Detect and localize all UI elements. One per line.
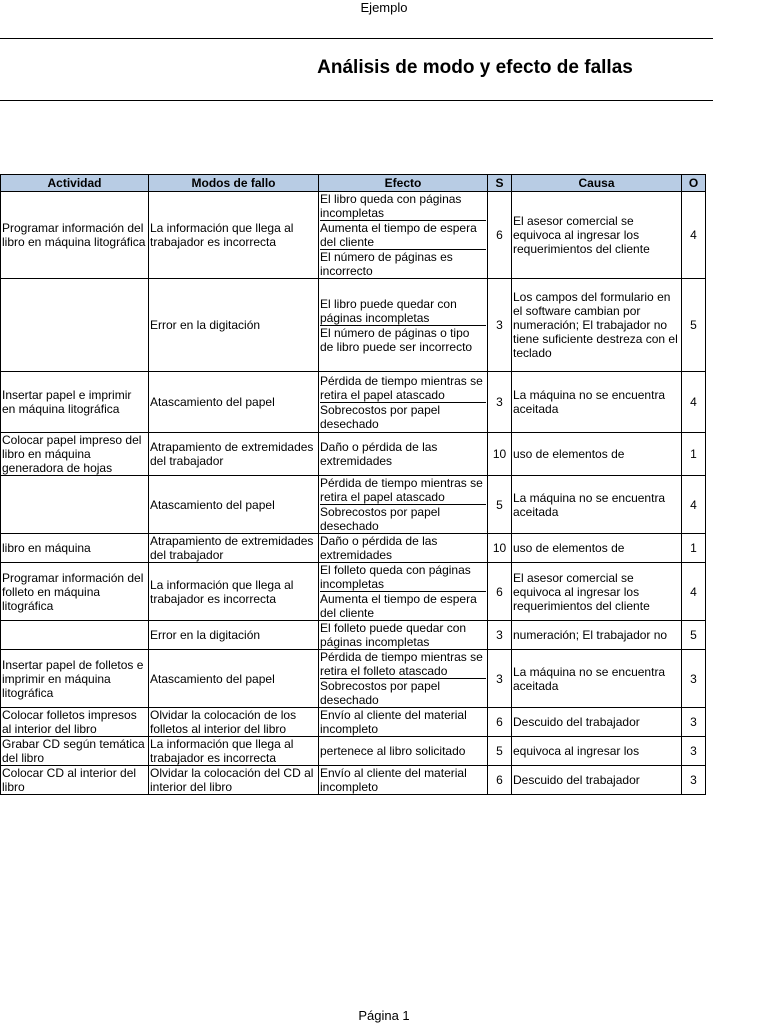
cell-s: 5 (488, 737, 512, 766)
table-body (1, 192, 706, 795)
cell-actividad: Colocar CD al interior del libro (1, 766, 149, 795)
page-footer: Página 1 (358, 1008, 410, 1023)
cell-s: 6 (488, 192, 512, 279)
cell-efecto (319, 279, 488, 372)
cell-efecto (319, 563, 488, 621)
cell-causa: La máquina no se encuentra aceitada (512, 372, 682, 433)
efecto-item: El número de páginas es incorrecto (320, 249, 486, 278)
efecto-item: Envío al cliente del material incompleto (320, 766, 467, 794)
document-title: Análisis de modo y efecto de fallas (317, 57, 633, 78)
cell-causa: Los campos del formulario en el software cambian por numeración; El trabajador no tiene suficiente destreza con el teclado (512, 279, 682, 372)
efecto-item: pertenece al libro solicitado (320, 744, 466, 758)
column-header-o: O (682, 175, 706, 192)
cell-causa: Descuido del trabajador (512, 766, 682, 795)
efecto-item: Envío al cliente del material incompleto (320, 708, 467, 736)
table-row (1, 621, 706, 650)
efecto-item: Sobrecostos por papel desechado (320, 678, 486, 707)
cell-modo-de-fallo: Atascamiento del papel (149, 372, 319, 433)
cell-modo-de-fallo: Error en la digitación (149, 279, 319, 372)
table-row (1, 192, 706, 279)
cell-actividad: Colocar papel impreso del libro en máquina generadora de hojas (1, 433, 149, 476)
table-row (1, 433, 706, 476)
table-row (1, 708, 706, 737)
efecto-item: Sobrecostos por papel desechado (320, 402, 486, 431)
cell-s: 6 (488, 563, 512, 621)
efecto-item: Aumenta el tiempo de espera del cliente (320, 591, 486, 620)
cell-efecto (319, 650, 488, 708)
cell-s: 6 (488, 766, 512, 795)
cell-modo-de-fallo: La información que llega al trabajador es incorrecta (149, 563, 319, 621)
cell-o: 4 (682, 476, 706, 534)
cell-efecto (319, 737, 488, 766)
efecto-item: El libro puede quedar con páginas incompletas (320, 296, 457, 325)
cell-s: 3 (488, 372, 512, 433)
efecto-item: Daño o pérdida de las extremidades (320, 534, 438, 562)
cell-modo-de-fallo: La información que llega al trabajador es incorrecta (149, 737, 319, 766)
cell-actividad: Programar información del folleto en máquina litográfica (1, 563, 149, 621)
cell-actividad: libro en máquina (1, 534, 149, 563)
cell-o: 4 (682, 372, 706, 433)
cell-causa: equivoca al ingresar los (512, 737, 682, 766)
efecto-item: Pérdida de tiempo mientras se retira el folleto atascado (320, 650, 483, 678)
column-header-s: S (488, 175, 512, 192)
cell-o: 1 (682, 433, 706, 476)
cell-o: 3 (682, 708, 706, 737)
cell-actividad (1, 621, 149, 650)
column-header-causa: Causa (512, 175, 682, 192)
cell-o: 3 (682, 737, 706, 766)
table-header-row (1, 175, 706, 192)
header-rule-top (0, 38, 713, 39)
cell-causa: Descuido del trabajador (512, 708, 682, 737)
cell-efecto (319, 534, 488, 563)
cell-causa: uso de elementos de (512, 433, 682, 476)
cell-o: 3 (682, 766, 706, 795)
table-row (1, 737, 706, 766)
cell-s: 3 (488, 279, 512, 372)
cell-efecto (319, 192, 488, 279)
table-row (1, 534, 706, 563)
efecto-item: Aumenta el tiempo de espera del cliente (320, 220, 486, 249)
cell-o: 1 (682, 534, 706, 563)
cell-actividad: Programar información del libro en máquina litográfica (1, 192, 149, 279)
cell-causa: El asesor comercial se equivoca al ingresar los requerimientos del cliente (512, 563, 682, 621)
table-row (1, 476, 706, 534)
cell-modo-de-fallo: La información que llega al trabajador es incorrecta (149, 192, 319, 279)
cell-modo-de-fallo: Olvidar la colocación del CD al interior del libro (149, 766, 319, 795)
cell-actividad (1, 279, 149, 372)
efecto-item: Pérdida de tiempo mientras se retira el papel atascado (320, 476, 483, 504)
page-header: Ejemplo (360, 0, 408, 15)
cell-o: 5 (682, 621, 706, 650)
cell-causa: La máquina no se encuentra aceitada (512, 650, 682, 708)
table-row (1, 279, 706, 372)
cell-s: 10 (488, 534, 512, 563)
cell-s: 6 (488, 708, 512, 737)
cell-modo-de-fallo: Atrapamiento de extremidades del trabajador (149, 534, 319, 563)
table-row (1, 766, 706, 795)
cell-efecto (319, 766, 488, 795)
cell-actividad: Colocar folletos impresos al interior del libro (1, 708, 149, 737)
cell-efecto (319, 476, 488, 534)
cell-s: 3 (488, 650, 512, 708)
cell-modo-de-fallo: Atrapamiento de extremidades del trabajador (149, 433, 319, 476)
cell-efecto (319, 621, 488, 650)
cell-efecto (319, 708, 488, 737)
column-header-modos-de-fallo: Modos de fallo (149, 175, 319, 192)
efecto-item: El folleto puede quedar con páginas incompletas (320, 621, 467, 649)
cell-modo-de-fallo: Error en la digitación (149, 621, 319, 650)
table-row (1, 372, 706, 433)
cell-modo-de-fallo: Atascamiento del papel (149, 650, 319, 708)
efecto-item: El libro queda con páginas incompletas (320, 192, 462, 220)
cell-causa: El asesor comercial se equivoca al ingresar los requerimientos del cliente (512, 192, 682, 279)
cell-o: 4 (682, 192, 706, 279)
efecto-item: Daño o pérdida de las extremidades (320, 440, 438, 468)
cell-s: 10 (488, 433, 512, 476)
cell-actividad (1, 476, 149, 534)
efecto-item: El folleto queda con páginas incompletas (320, 563, 471, 591)
cell-o: 5 (682, 279, 706, 372)
cell-s: 3 (488, 621, 512, 650)
cell-modo-de-fallo: Atascamiento del papel (149, 476, 319, 534)
cell-causa: uso de elementos de (512, 534, 682, 563)
cell-o: 3 (682, 650, 706, 708)
cell-causa: La máquina no se encuentra aceitada (512, 476, 682, 534)
cell-modo-de-fallo: Olvidar la colocación de los folletos al interior del libro (149, 708, 319, 737)
column-header-efecto: Efecto (319, 175, 488, 192)
efecto-item: Sobrecostos por papel desechado (320, 504, 486, 533)
cell-s: 5 (488, 476, 512, 534)
table-row (1, 563, 706, 621)
cell-actividad: Grabar CD según temática del libro (1, 737, 149, 766)
cell-causa: numeración; El trabajador no (512, 621, 682, 650)
header-rule-bottom (0, 100, 713, 101)
cell-efecto (319, 372, 488, 433)
cell-actividad: Insertar papel de folletos e imprimir en máquina litográfica (1, 650, 149, 708)
cell-o: 4 (682, 563, 706, 621)
cell-actividad: Insertar papel e imprimir en máquina litográfica (1, 372, 149, 433)
efecto-item: El número de páginas o tipo de libro puede ser incorrecto (320, 325, 486, 354)
column-header-actividad: Actividad (1, 175, 149, 192)
fmea-table (0, 174, 706, 795)
efecto-item: Pérdida de tiempo mientras se retira el papel atascado (320, 373, 483, 402)
cell-efecto (319, 433, 488, 476)
table-row (1, 650, 706, 708)
